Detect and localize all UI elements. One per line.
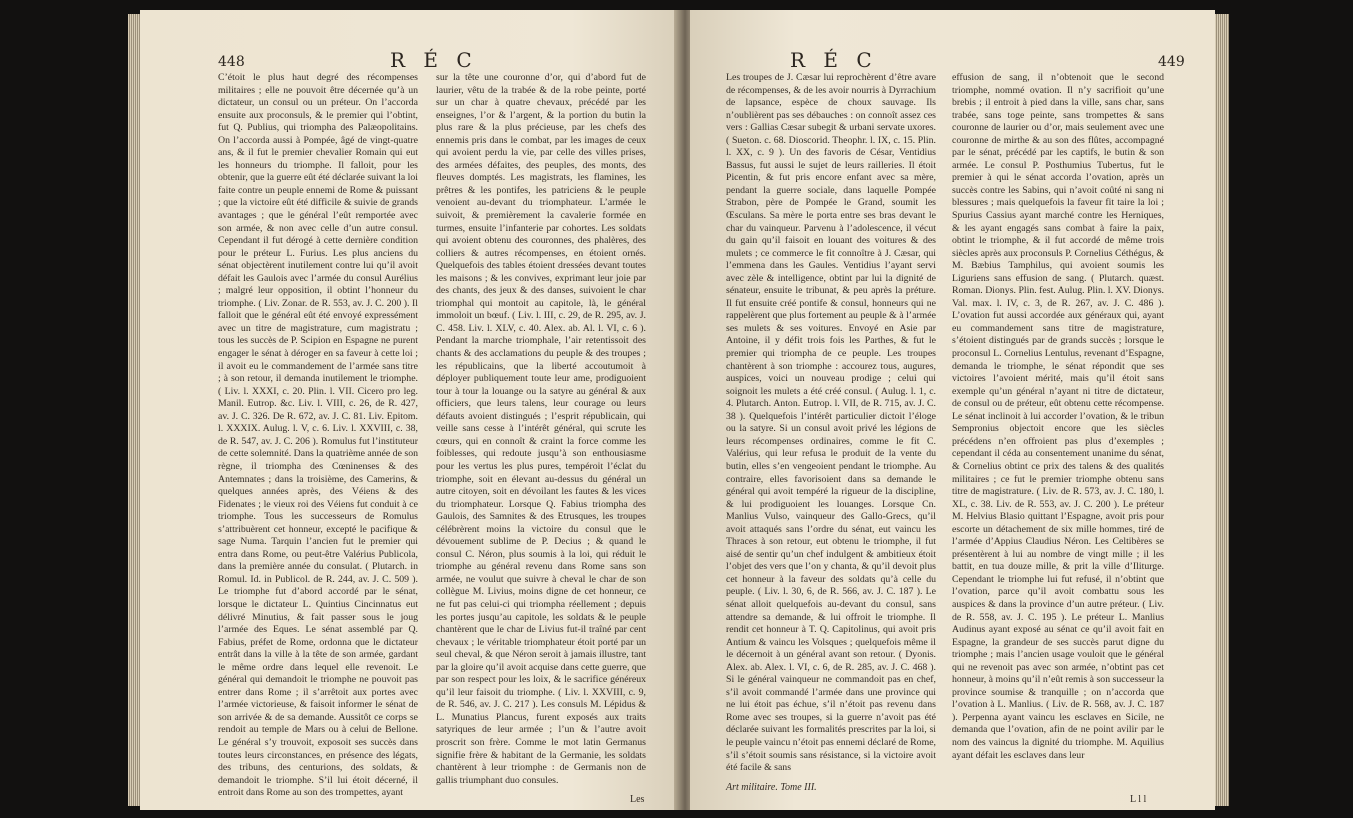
left-page [140, 10, 680, 810]
right-column-2-text: effusion de sang, il n’obtenoit que le second triomphe, nommé ovation. Il n’y sacrifioit qu’une brebis ; il entroit à pied dans la ville, sans char, sans trabée, sans toge peinte, sans trompettes & sans couronne de laurier ou d’or, mais seulement avec une couronne de mirthe & au son des flûtes, accompagné par le sénat, précédé par les captifs, le butin & son armée. Le consul P. Posthumius Tubertus, fut le premier à qui le sénat accorda l’ovation, après un succès contre les Sabins, qui n’avoit coûté ni sang ni blessures ; mais quelquefois la faveur fit taire la loi ; Spurius Cassius ayant marché contre les Herniques, & les ayant engagés sans combat à faire la paix, obtint le triomphe, & il fut accordé de même trois siècles après aux proconsuls P. Cornelius Céthégus, & M. Bæbius Tamphilus, qui avoient soumis les Liguriens sans effusion de sang. ( Plutarch. quæst. Roman. Dionys. Plin. fest. Aulug. Plin. l. XV. Dionys. Val. max. l. IV, c. 3, de R. 267, av. J. C. 486 ). L’ovation fut aussi accordée aux généraux qui, ayant eu commandement sans titre de magistrature, s’étoient distingués par de grands succès ; lorsque le proconsul L. Cornelius Lentulus, revenant d’Espagne, demanda le triomphe, le sénat répondit que ses victoires l’avoient mérité, mais qu’il étoit sans exemple qu’un général n’ayant ni titre de dictateur, de consul ou de préteur, eût obtenu cette récompense. Le sénat inclinoit à lui accorder l’ovation, & le tribun Sempronius objectoit encore que les siècles précédens n’en offroient pas plus d’exemples ; cependant il céda au consentement unanime du sénat, & Cornelius obtint ce prix des talens & des qualités militaires ; ce fut le premier triomphe obtenu sans titre de magistrature. ( Liv. de R. 573, av. J. C. 180, l. XL, c. 38. Liv. de R. 553, av. J. C. 200 ). Le préteur M. Helvius Blasio quittant l’Espagne, avoit pris pour escorte un détachement de six mille hommes, tiré de l’armée d’Appius Claudius Néron. Les Celtibères se présentèrent à lui au nombre de vingt mille ; il les battit, en tua douze mille, & prit la ville d’Iliturge. Cependant le triomphe lui fut refusé, il n’obtint que l’ovation, parce qu’il avoit combattu sous les auspices & dans la province d’un autre préteur. ( Liv. de R. 558, av. J. C. 195 ). Le préteur L. Manlius Audinus ayant exposé au sénat ce qu’il avoit fait en Espagne, la grandeur de ses succès parut digne du triomphe ; mais l’ancien usage vouloit que le général qui ne revenoit pas avec son armée, n’obtint pas cet honneur, à moins qu’il n’eût remis à son successeur la province soumise & tranquille ; on n’accorda que l’ovation à L. Manlius. ( Liv. de R. 568, av. J. C. 187 ). Perpenna ayant vaincu les esclaves en Sicile, ne demanda que l’ovation, afin de ne point avilir par le nom des vaincus la dignité du triomphe. M. Aquilius ayant défait les esclaves dans leur [952, 72, 1164, 761]
right-column-1-text: Les troupes de J. Cæsar lui reprochèrent d’être avare de récompenses, & de les avoir nourris à Dyrrachium de lapsance, espèce de choux sauvage. Ils n’oublièrent pas ses débauches : on connoît assez ces vers : Gallias Cæsar subegit & urbani servate uxores. ( Sueton. c. 68. Dioscorid. Theophr. l. IX, c. 15. Plin. l. XX, c. 9 ). Un des favoris de César, Ventidius Bassus, fut aussi le sujet de leurs railleries. Il étoit Picentin, & fut pris encore enfant avec sa mère, pendant la guerre sociale, dans laquelle Pompée Strabon, père de Pompée le Grand, soumit les Œsculans. Sa mère le porta entre ses bras devant le char du vainqueur. Parvenu à l’adolescence, il vécut du gain qu’il faisoit en louant des voitures & des mulets ; ce commerce le fit connoître à J. Cæsar, qui l’emmena dans les Gaules. Ventidius l’ayant servi avec zèle & intelligence, obtint par lui la dignité de sénateur, ensuite le tribunat, & peu après la préture. Il fut ensuite créé pontife & consul, honneurs qui ne rappelèrent que plus fortement au peuple & à l’armée ses mulets & ses voitures. Envoyé en Asie par Antoine, il y défit trois fois les Parthes, & fut le premier qui triompha de ce peuple. Les troupes chantèrent à son triomphe : accourez tous, augures, auspices, voici un nouveau prodige ; celui qui soignoit les mulets a été créé consul. ( Aulug. l. 1, c. 4. Plutarch. Anton. Eutrop. l. VII, de R. 715, av. J. C. 38 ). Quelquefois l’intérêt particulier dictoit l’éloge ou la satyre. Si un consul avoit privé les légions de leurs récompenses ordinaires, comme le fit C. Valérius, qui leur refusa le produit de la vente du butin, elles s’en vengeoient pendant le triomphe. Au contraire, elles favorisoient dans sa demande le général qui avoit tempéré la rigueur de la discipline, & lui prodiguoient les louanges. Lorsque Cn. Manlius Vulso, vainqueur des Gallo-Grecs, qu’il avoit attaqués sans l’ordre du sénat, eut vaincu les Thraces à son retour, eut obtenu le triomphe, il fut aisé de sentir qu’un chef indulgent & ambitieux étoit l’objet des vers que l’on y chanta, & qu’il devoit plus cet honneur à la faveur des soldats qu’à celle du peuple. ( Liv. l. 30, 6, de R. 566, av. J. C. 187 ). Le sénat alloit quelquefois au-devant du consul, sans attendre sa demande, & lui offroit le triomphe. Il rendit cet honneur à T. Q. Capitolinus, qui avoit pris Antium & vaincu les Volsques ; quelquefois même il le décernoit à un général avant son retour. ( Dyonis. Alex. ab. Alex. l. VI, c. 6, de R. 285, av. J. C. 468 ). Si le général vainqueur ne commandoit pas en chef, s’il avoit commandé l’armée dans une province qui ne lui étoit pas échue, s’il n’étoit pas revenu dans Rome avec ses troupes, si la guerre n’avoit pas été déclarée suivant les formalités prescrites par la loi, si le peuple vaincu n’étoit pas ennemi déclaré de Rome, s’il s’étoit soumis sans résistance, si la victoire avoit été facile & sans [726, 72, 936, 774]
right-footer: Art militaire. Tome III. [726, 782, 817, 793]
left-running-head: R É C [390, 48, 478, 72]
left-column-2 [436, 72, 646, 792]
right-column-2 [952, 72, 1164, 792]
right-page [690, 10, 1215, 810]
left-page-number: 448 [218, 54, 245, 70]
right-running-head: R É C [790, 48, 878, 72]
page-edges-right [1215, 14, 1229, 806]
left-column-1-text: C’étoit le plus haut degré des récompenses militaires ; elle ne pouvoit être décernée qu’à un dictateur, un consul ou un préteur. On l’accorda ensuite aux proconsuls, & le premier qui l’obtint, fut Q. Publius, qui triompha des Palæopolitains. On l’accorda aussi à Pompée, âgé de vingt-quatre ans, & il fut le premier chevalier Romain qui eut les honneurs du triomphe. Il falloit, pour les obtenir, que la guerre eût été déclarée suivant la loi faite contre un peuple ennemi de Rome & puissant ; que la victoire eût été difficile & suivie de grands avantages ; que le général l’eût remportée avec son armée, & non avec celle d’un autre consul. Cependant il fut dérogé à cette dernière condition pour le préteur L. Furius. Les plus anciens du sénat objectèrent inutilement contre lui qu’il avoit défait les Gaulois avec l’armée du consul Aurélius ; malgré leur opposition, il obtint l’honneur du triomphe. ( Liv. Zonar. de R. 553, av. J. C. 200 ). Il falloit que le général eût été envoyé expressément avec un titre de magistrature, cum magistratu ; tous les succès de P. Scipion en Espagne ne purent engager le sénat à déroger en sa faveur à cette loi ; il avoit eu le commandement de l’armée sans titre ; à son retour, il demanda inutilement le triomphe. ( Liv. l. XXXI, c. 20. Plin. l. VII. Cicero pro leg. Manil. Eutrop. &c. Liv. l. VIII, c. 26, de R. 427, av. J. C. 326. De R. 672, av. J. C. 81. Liv. Epitom. l. XXXIX. Aulug. l. V, c. 6. Liv. l. XXVIII, c. 38, de R. 547, av. J. C. 206 ). Romulus fut l’instituteur de cette solemnité. Dans la quatrième année de son règne, il triompha des Cœninenses & des Antemnates ; dans la troisième, des Camerins, & quelques années après, des Véiens & des Fidenates ; le vieux roi des Véiens fut conduit à ce triomphe. Tous les successeurs de Romulus s’attribuèrent cet honneur, excepté le pacifique & sage Numa. Tarquin l’ancien fut le premier qui entra dans Rome, ou peut-être Valérius Publicola, dans la première année du consulat. ( Plutarch. in Romul. Id. in Publicol. de R. 244, av. J. C. 509 ). Le triomphe fut d’abord accordé par le sénat, lorsque le dictateur L. Quintius Cincinnatus eut délivré Minutius, & fait passer sous le joug l’armée des Eques. Le sénat assemblé par Q. Fabius, préfet de Rome, ordonna que le dictateur entrât dans la ville à la tête de son armée, gardant le même ordre dans lequel elle revenoit. Le général qui demandoit le triomphe ne pouvoit pas entrer dans Rome ; il s’arrêtoit aux portes avec l’armée victorieuse, & faisoit informer le sénat de son arrivée & de sa demande. Aussitôt ce corps se rendoit au temple de Mars ou à celui de Bellone. Le général s’y trouvoit, exposoit ses succès dans toutes leurs circonstances, en présence des légats, des tribuns, des centurions, des soldats, & demandoit le triomphe. S’il lui étoit décerné, il entroit dans Rome au son des trompettes, ayant [218, 72, 418, 799]
right-column-1 [726, 72, 936, 778]
left-catchword: Les [630, 794, 645, 805]
right-signature-mark: L l l [1130, 794, 1147, 805]
right-page-number: 449 [1158, 54, 1185, 70]
left-column-2-text: sur la tête une couronne d’or, qui d’abord fut de laurier, vêtu de la trabée & de la robe peinte, porté sur un char à quatre chevaux, précédé par les enseignes, l’or & l’argent, & la portion du butin la plus rare & la plus précieuse, par les chefs des ennemis pris dans le combat, par les images de ceux qui avoient perdu la vie, par celle des villes prises, des armées défaites, des peuples, des monts, des fleuves domptés. Les magistrats, les flamines, les prêtres & les pontifes, les patriciens & le peuple venoient au-devant du triomphateur. L’armée le suivoit, & premièrement la cavalerie formée en turmes, ensuite l’infanterie par cohortes. Les soldats qui avoient obtenu des couronnes, des phalères, des colliers & autres récompenses, en étoient ornés. Quelquefois des tables étoient dressées devant toutes les maisons ; & les convives, exprimant leur joie par des chants, des jeux & des danses, suivoient le char triomphal qui montoit au capitole, là, le général immoloit un bœuf. ( Liv. l. III, c. 29, de R. 295, av. J. C. 458. Liv. l. XLV, c. 40. Alex. ab. Al. l. VI, c. 6 ). Pendant la marche triomphale, l’air retentissoit des chants & des acclamations du peuple & des troupes ; les républicains, que la liberté accoutumoit à déployer publiquement toute leur ame, prodiguoient tour à tour la louange ou la satyre au général & aux officiers, que leurs talens, leur courage ou leurs défauts avoient distingués ; l’esprit républicain, qui veille sans cesse à l’intérêt général, qui scrute les cœurs, qui en connoît & craint la force comme les foiblesses, qui redoute jusqu’à son enthousiasme pour les vertus les plus pures, tempéroit l’éclat du triomphe, soit en élevant au-dessus du général un autre citoyen, soit en dévoilant les fautes & les vices du triomphateur. Lorsque Q. Fabius triompha des Gaulois, des Samnites & des Etrusques, les troupes célébrèrent moins la victoire du consul que le dévouement sublime de P. Decius ; & quand le consul C. Néron, plus soumis à la loi, qui réduit le triomphe au général revenu dans Rome sans son armée, ne voulut que suivre à cheval le char de son collègue M. Livius, moins digne de cet honneur, ce ne fut pas celui-ci qui triompha réellement ; depuis les portes jusqu’au capitole, les soldats & le peuple chantèrent que le char de Livius fut-il traîné par cent chevaux ; le véritable triomphateur étoit porté par un seul cheval, & que Néron seroit à jamais illustre, tant par la gloire qu’il avoit acquise dans cette guerre, que par son respect pour les loix, & le sacrifice généreux qu’il leur faisoit du triomphe. ( Liv. l. XXVIII, c. 9, de R. 546, av. J. C. 217 ). Les consuls M. Lépidus & L. Munatius Plancus, furent exposés aux traits satyriques de leur armée ; l’un & l’autre avoit proscrit son frère. Comme le mot latin Germanus signifie frère & habitant de la Germanie, les soldats chantèrent à leur triomphe : de Germanis non de gallis triumphant duo consules. [436, 72, 647, 786]
page-edges-left [128, 14, 140, 806]
left-column-1 [218, 72, 418, 799]
